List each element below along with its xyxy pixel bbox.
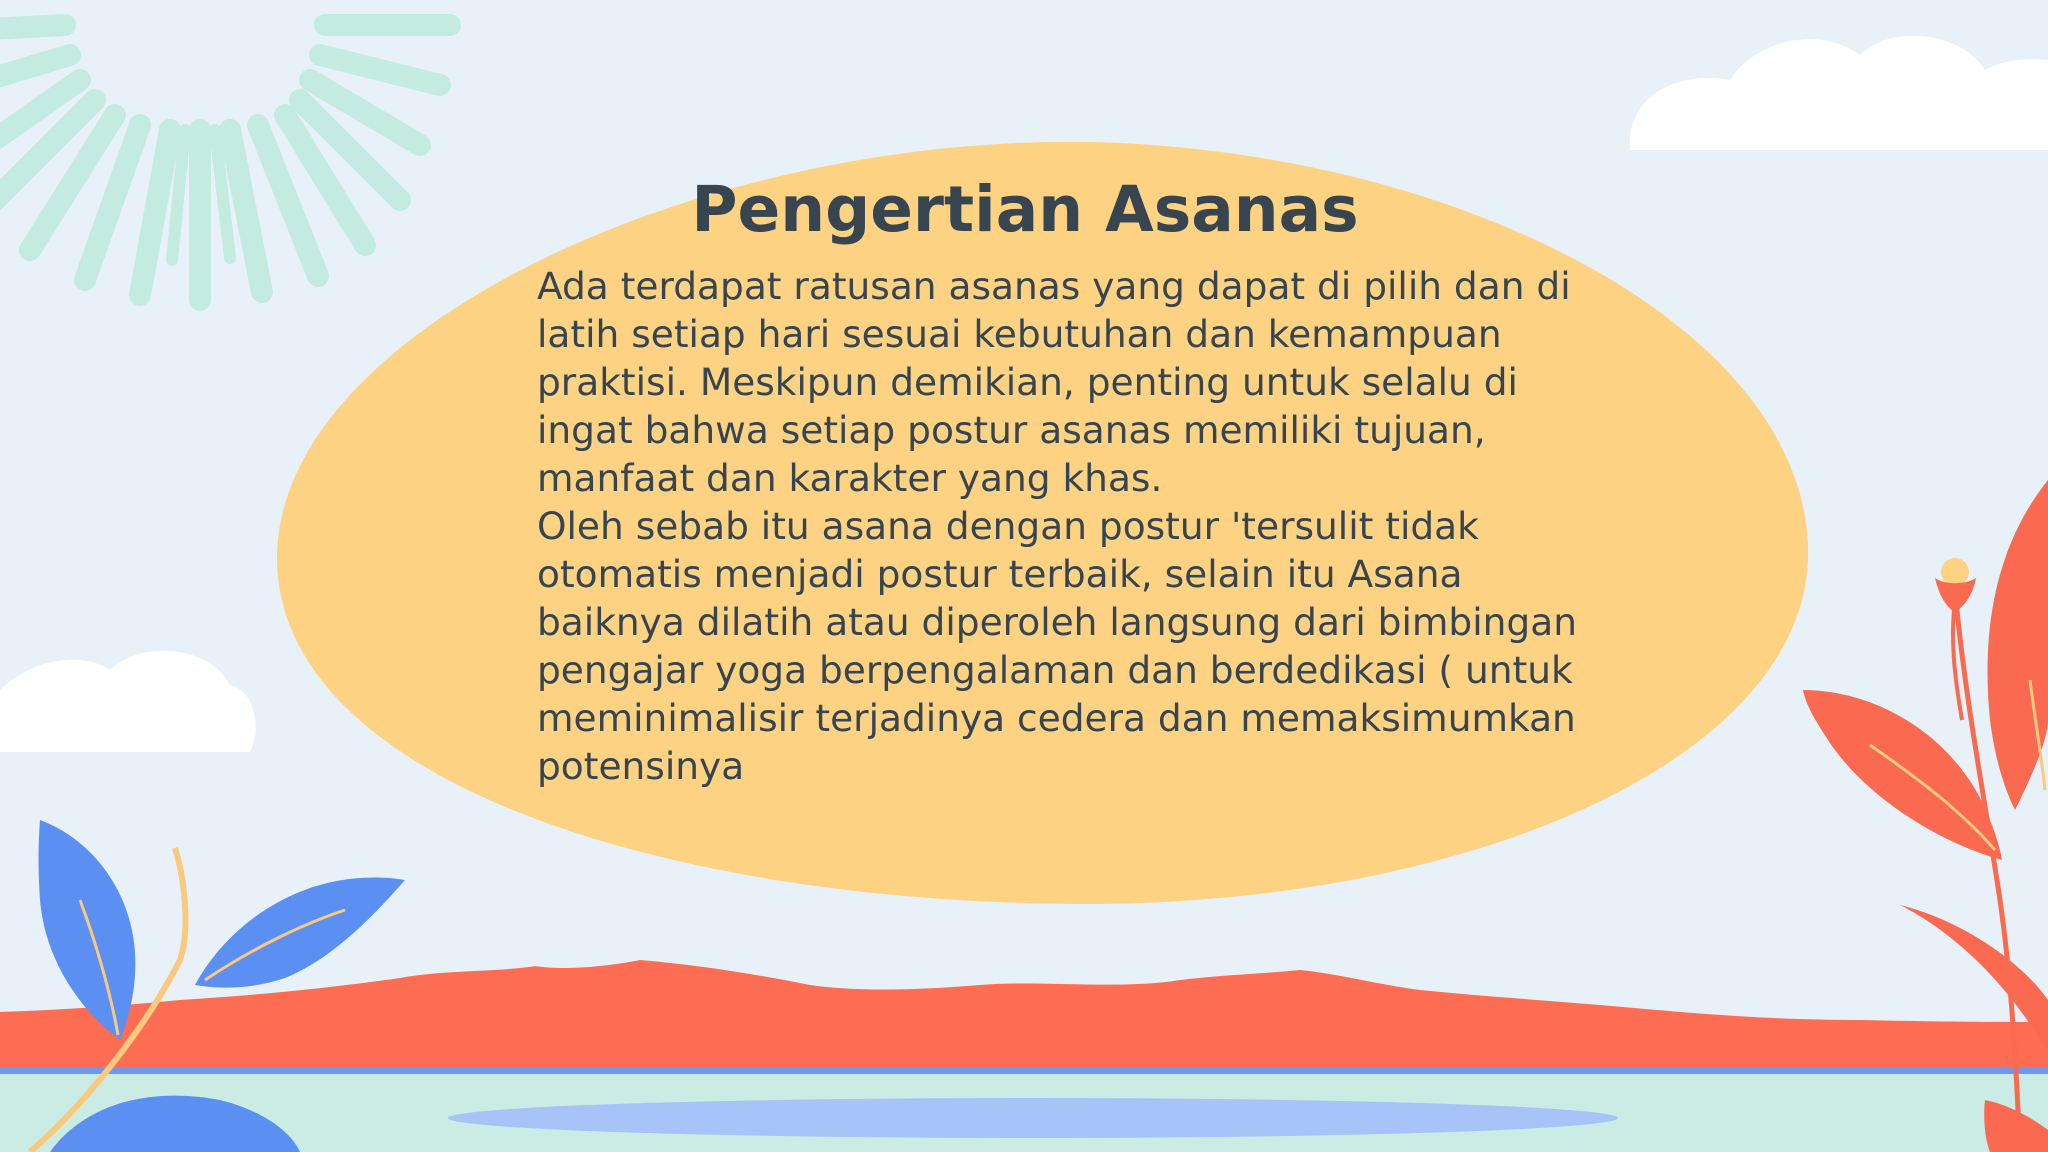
water-reflection xyxy=(448,1098,1618,1138)
slide-body-text xyxy=(537,262,1587,790)
body-paragraph: Oleh sebab itu asana dengan postur 'tersulit tidak otomatis menjadi postur terbaik, selain itu Asana baiknya dilatih atau diperoleh langsung dari bimbingan pengajar yoga berpengalaman dan berdedikasi ( untuk meminimalisir terjadinya cedera dan memaksimumkan potensinya xyxy=(537,504,1577,788)
slide-title: Pengertian Asanas xyxy=(691,173,1359,246)
body-paragraph: Ada terdapat ratusan asanas yang dapat di pilih dan di latih setiap hari sesuai kebutuhan dan kemampuan praktisi. Meskipun demikian, penting untuk selalu di ingat bahwa setiap postur asanas memiliki tujuan, manfaat dan karakter yang khas. xyxy=(537,264,1571,500)
flower-center xyxy=(1941,558,1969,586)
